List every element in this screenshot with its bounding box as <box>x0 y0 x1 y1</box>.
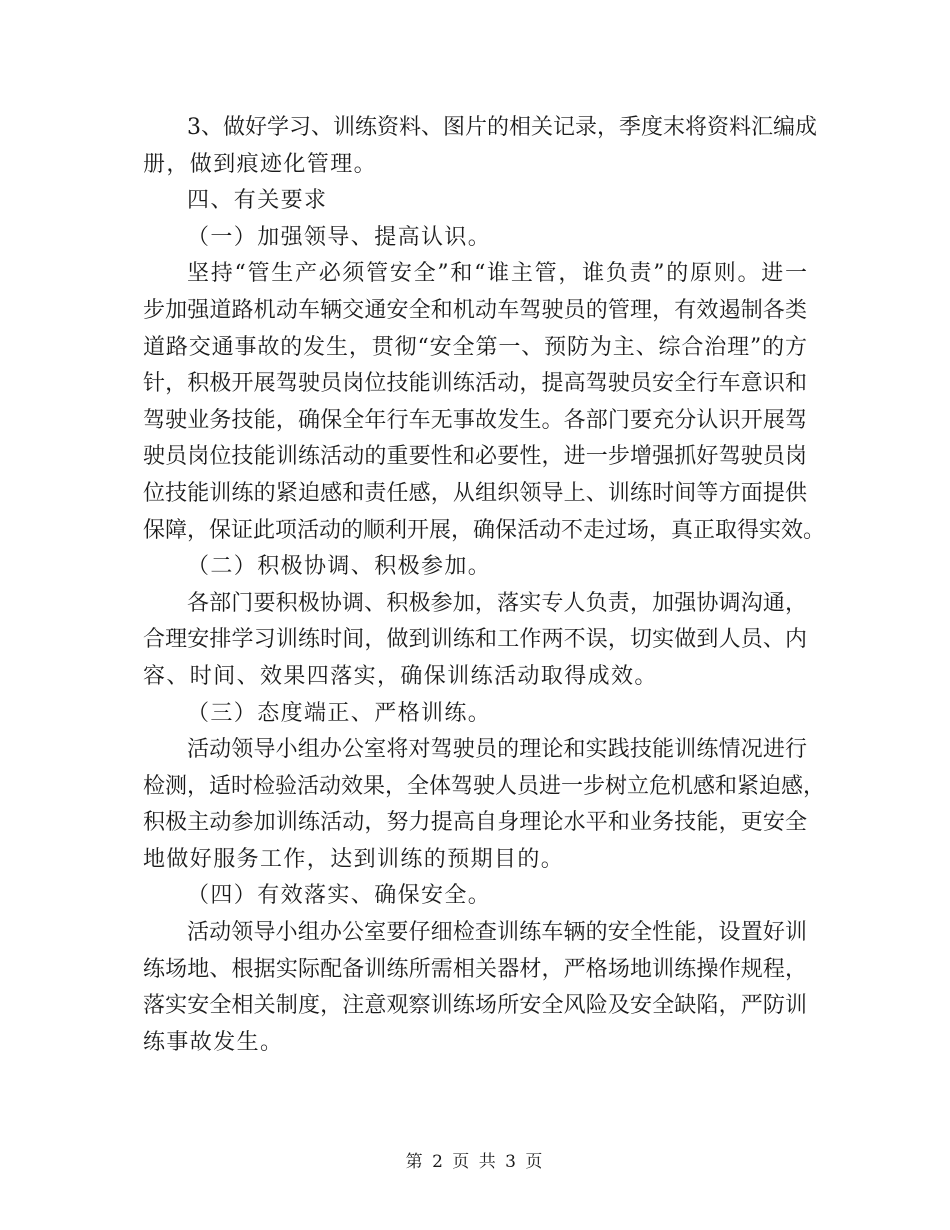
text-line: 坚持“管生产必须管安全”和“谁主管，谁负责”的原则。进一 <box>187 261 807 287</box>
text-line: 检测，适时检验活动效果，全体驾驶人员进一步树立危机感和紧迫感， <box>143 773 826 799</box>
document-body <box>143 110 826 1061</box>
text-line: 道路交通事故的发生，贯彻“安全第一、预防为主、综合治理”的方 <box>143 334 807 360</box>
text-line: （三）态度端正、严格训练。 <box>187 700 492 726</box>
text-line: 活动领导小组办公室将对驾驶员的理论和实践技能训练情况进行 <box>187 737 807 763</box>
text-line: 练事故发生。 <box>143 1029 284 1055</box>
text-line: 保障，保证此项活动的顺利开展，确保活动不走过场，真正取得实效。 <box>143 517 826 543</box>
text-line: 合理安排学习训练时间，做到训练和工作两不误，切实做到人员、内 <box>143 627 807 653</box>
text-line: 容、时间、效果四落实，确保训练活动取得成效。 <box>143 663 658 689</box>
text-line: （一）加强领导、提高认识。 <box>187 224 492 250</box>
text-line: 针，积极开展驾驶员岗位技能训练活动，提高驾驶员安全行车意识和 <box>143 371 807 397</box>
text-line: 四、有关要求 <box>187 188 328 214</box>
text-line: （二）积极协调、积极参加。 <box>187 554 492 580</box>
text-line: 积极主动参加训练活动，努力提高自身理论水平和业务技能，更安全 <box>143 810 807 836</box>
text-line: 地做好服务工作，达到训练的预期目的。 <box>143 846 565 872</box>
text-line: 练场地、根据实际配备训练所需相关器材，严格场地训练操作规程， <box>143 956 807 982</box>
text-line: 落实安全相关制度，注意观察训练场所安全风险及安全缺陷，严防训 <box>143 993 807 1019</box>
text-line: 各部门要积极协调、积极参加，落实专人负责，加强协调沟通， <box>187 590 807 616</box>
text-line: 步加强道路机动车辆交通安全和机动车驾驶员的管理，有效遏制各类 <box>143 297 807 323</box>
text-line: 驶员岗位技能训练活动的重要性和必要性，进一步增强抓好驾驶员岗 <box>143 444 807 470</box>
page-footer: 第 2 页 共 3 页 <box>405 1152 545 1172</box>
text-line: 驾驶业务技能，确保全年行车无事故发生。各部门要充分认识开展驾 <box>143 407 807 433</box>
text-line: 位技能训练的紧迫感和责任感，从组织领导上、训练时间等方面提供 <box>143 480 807 506</box>
text-line: 册，做到痕迹化管理。 <box>143 151 378 177</box>
text-line: 活动领导小组办公室要仔细检查训练车辆的安全性能，设置好训 <box>187 920 807 946</box>
text-line: 3、做好学习、训练资料、图片的相关记录，季度末将资料汇编成 <box>187 115 817 140</box>
text-line: （四）有效落实、确保安全。 <box>187 883 492 909</box>
